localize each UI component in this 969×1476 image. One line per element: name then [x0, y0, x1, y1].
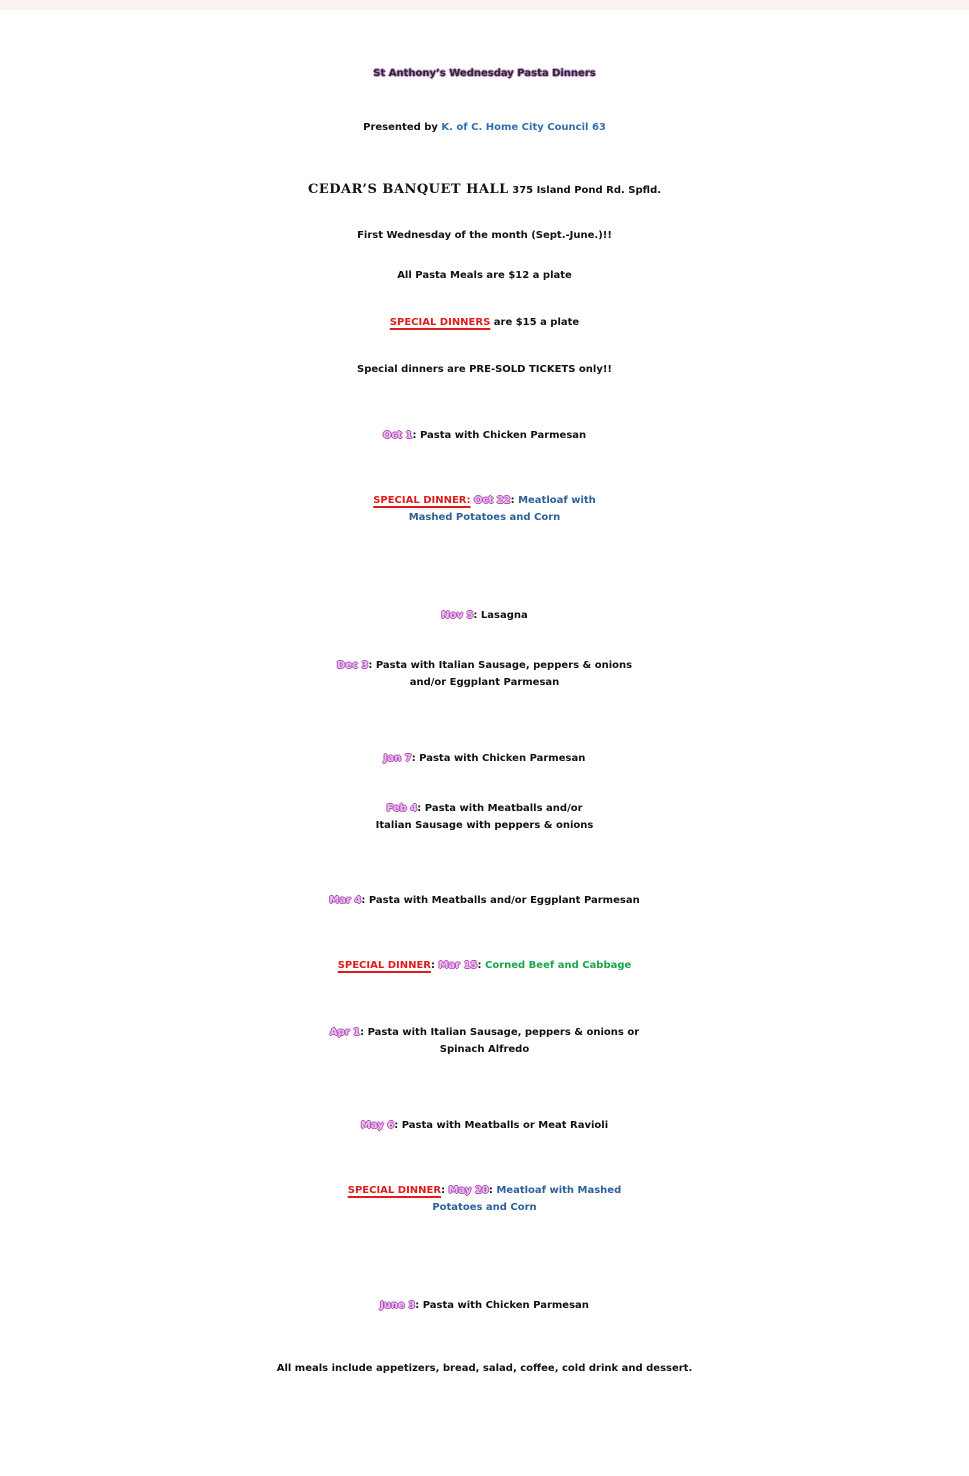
date-separator: : — [361, 895, 369, 906]
dinner-dish: Pasta with Chicken Parmesan — [419, 430, 587, 441]
dinner-date: Oct 22 — [473, 495, 511, 506]
dinner-date: Oct 1 — [382, 430, 413, 441]
dinner-date: Feb 4 — [386, 803, 418, 814]
date-separator: : — [412, 430, 420, 441]
date-separator: : — [360, 1027, 368, 1038]
price-regular: All Pasta Meals are $12 a plate — [397, 270, 572, 281]
dinner-date: May 6 — [360, 1120, 395, 1131]
dinner-date: Mar 4 — [329, 895, 362, 906]
dinner-dish: Pasta with Italian Sausage, peppers & onions or — [367, 1027, 640, 1038]
date-separator: : — [394, 1120, 402, 1131]
dinner-date: May 20 — [448, 1185, 489, 1196]
dinner-dish: Meatloaf with Mashed — [496, 1185, 622, 1196]
dinner-dish: Pasta with Italian Sausage, peppers & onions — [375, 660, 633, 671]
dinner-dish: Corned Beef and Cabbage — [485, 960, 632, 971]
special-dinner-tag: SPECIAL DINNER — [347, 1185, 442, 1196]
date-separator: : — [473, 610, 481, 621]
presold-note: Special dinners are PRE-SOLD TICKETS only!! — [357, 364, 612, 375]
date-separator: : — [417, 803, 425, 814]
dinner-dish: Pasta with Chicken Parmesan — [422, 1300, 589, 1311]
dinner-dish: Pasta with Meatballs and/or Eggplant Parmesan — [368, 895, 640, 906]
presented-by — [0, 122, 969, 133]
dinner-entry — [0, 803, 969, 831]
date-separator: : — [510, 495, 519, 506]
date-separator: : — [477, 960, 485, 971]
dinner-entry — [0, 1300, 969, 1311]
dinner-date: Mar 15 — [438, 960, 478, 971]
special-dinners-tag: SPECIAL DINNERS — [389, 317, 491, 328]
special-dinner-tag: SPECIAL DINNER — [337, 960, 431, 971]
dinner-date: Dec 3 — [336, 660, 369, 671]
council-name: K. of C. Home City Council 63 — [441, 122, 606, 133]
dinner-entry — [0, 895, 969, 906]
dinner-entry — [0, 660, 969, 688]
dinner-entry — [0, 1027, 969, 1055]
venue — [0, 182, 969, 197]
schedule-note: First Wednesday of the month (Sept.-June.)!! — [357, 230, 612, 241]
date-separator: : — [411, 753, 420, 764]
special-dinner-tag: SPECIAL DINNER: — [373, 495, 471, 506]
dinner-entry — [0, 610, 969, 621]
dinner-dish-continued: Italian Sausage with peppers & onions — [375, 820, 594, 831]
dinner-entry — [0, 1120, 969, 1131]
special-dinner-entry — [0, 495, 969, 523]
dinner-date: Nov 5 — [441, 610, 474, 621]
dinner-dish-continued: Spinach Alfredo — [439, 1044, 530, 1055]
dinner-date: Apr 1 — [329, 1027, 361, 1038]
special-dinner-entry — [0, 960, 969, 971]
dinner-dish-continued: Mashed Potatoes and Corn — [408, 512, 561, 523]
dinner-entry — [0, 430, 969, 441]
price-special — [0, 317, 969, 328]
presented-prefix: Presented by — [363, 122, 442, 133]
flyer — [0, 10, 969, 1476]
dinner-dish-continued: Potatoes and Corn — [432, 1202, 537, 1213]
date-separator: : — [368, 660, 376, 671]
venue-name: CEDAR’S BANQUET HALL — [307, 182, 509, 197]
dinner-dish: Lasagna — [480, 610, 528, 621]
dinner-entry — [0, 753, 969, 764]
date-separator: : — [488, 1185, 497, 1196]
dinner-date: Jan 7 — [383, 753, 412, 764]
tag-separator: : — [431, 960, 439, 971]
dinner-date: June 3 — [380, 1300, 416, 1311]
special-dinner-entry — [0, 1185, 969, 1213]
tag-separator: : — [441, 1185, 449, 1196]
dinner-dish: Pasta with Meatballs and/or — [424, 803, 583, 814]
date-separator: : — [415, 1300, 423, 1311]
flyer-title: St Anthony’s Wednesday Pasta Dinners — [373, 68, 596, 79]
dinner-dish: Pasta with Chicken Parmesan — [419, 753, 586, 764]
venue-address: 375 Island Pond Rd. Spfld. — [508, 185, 662, 196]
dinner-dish: Meatloaf with — [518, 495, 596, 506]
footer-note: All meals include appetizers, bread, salad, coffee, cold drink and dessert. — [276, 1363, 693, 1374]
dinner-dish: Pasta with Meatballs or Meat Ravioli — [401, 1120, 609, 1131]
price-special-text: are $15 a plate — [490, 317, 580, 328]
dinner-dish-continued: and/or Eggplant Parmesan — [409, 677, 560, 688]
